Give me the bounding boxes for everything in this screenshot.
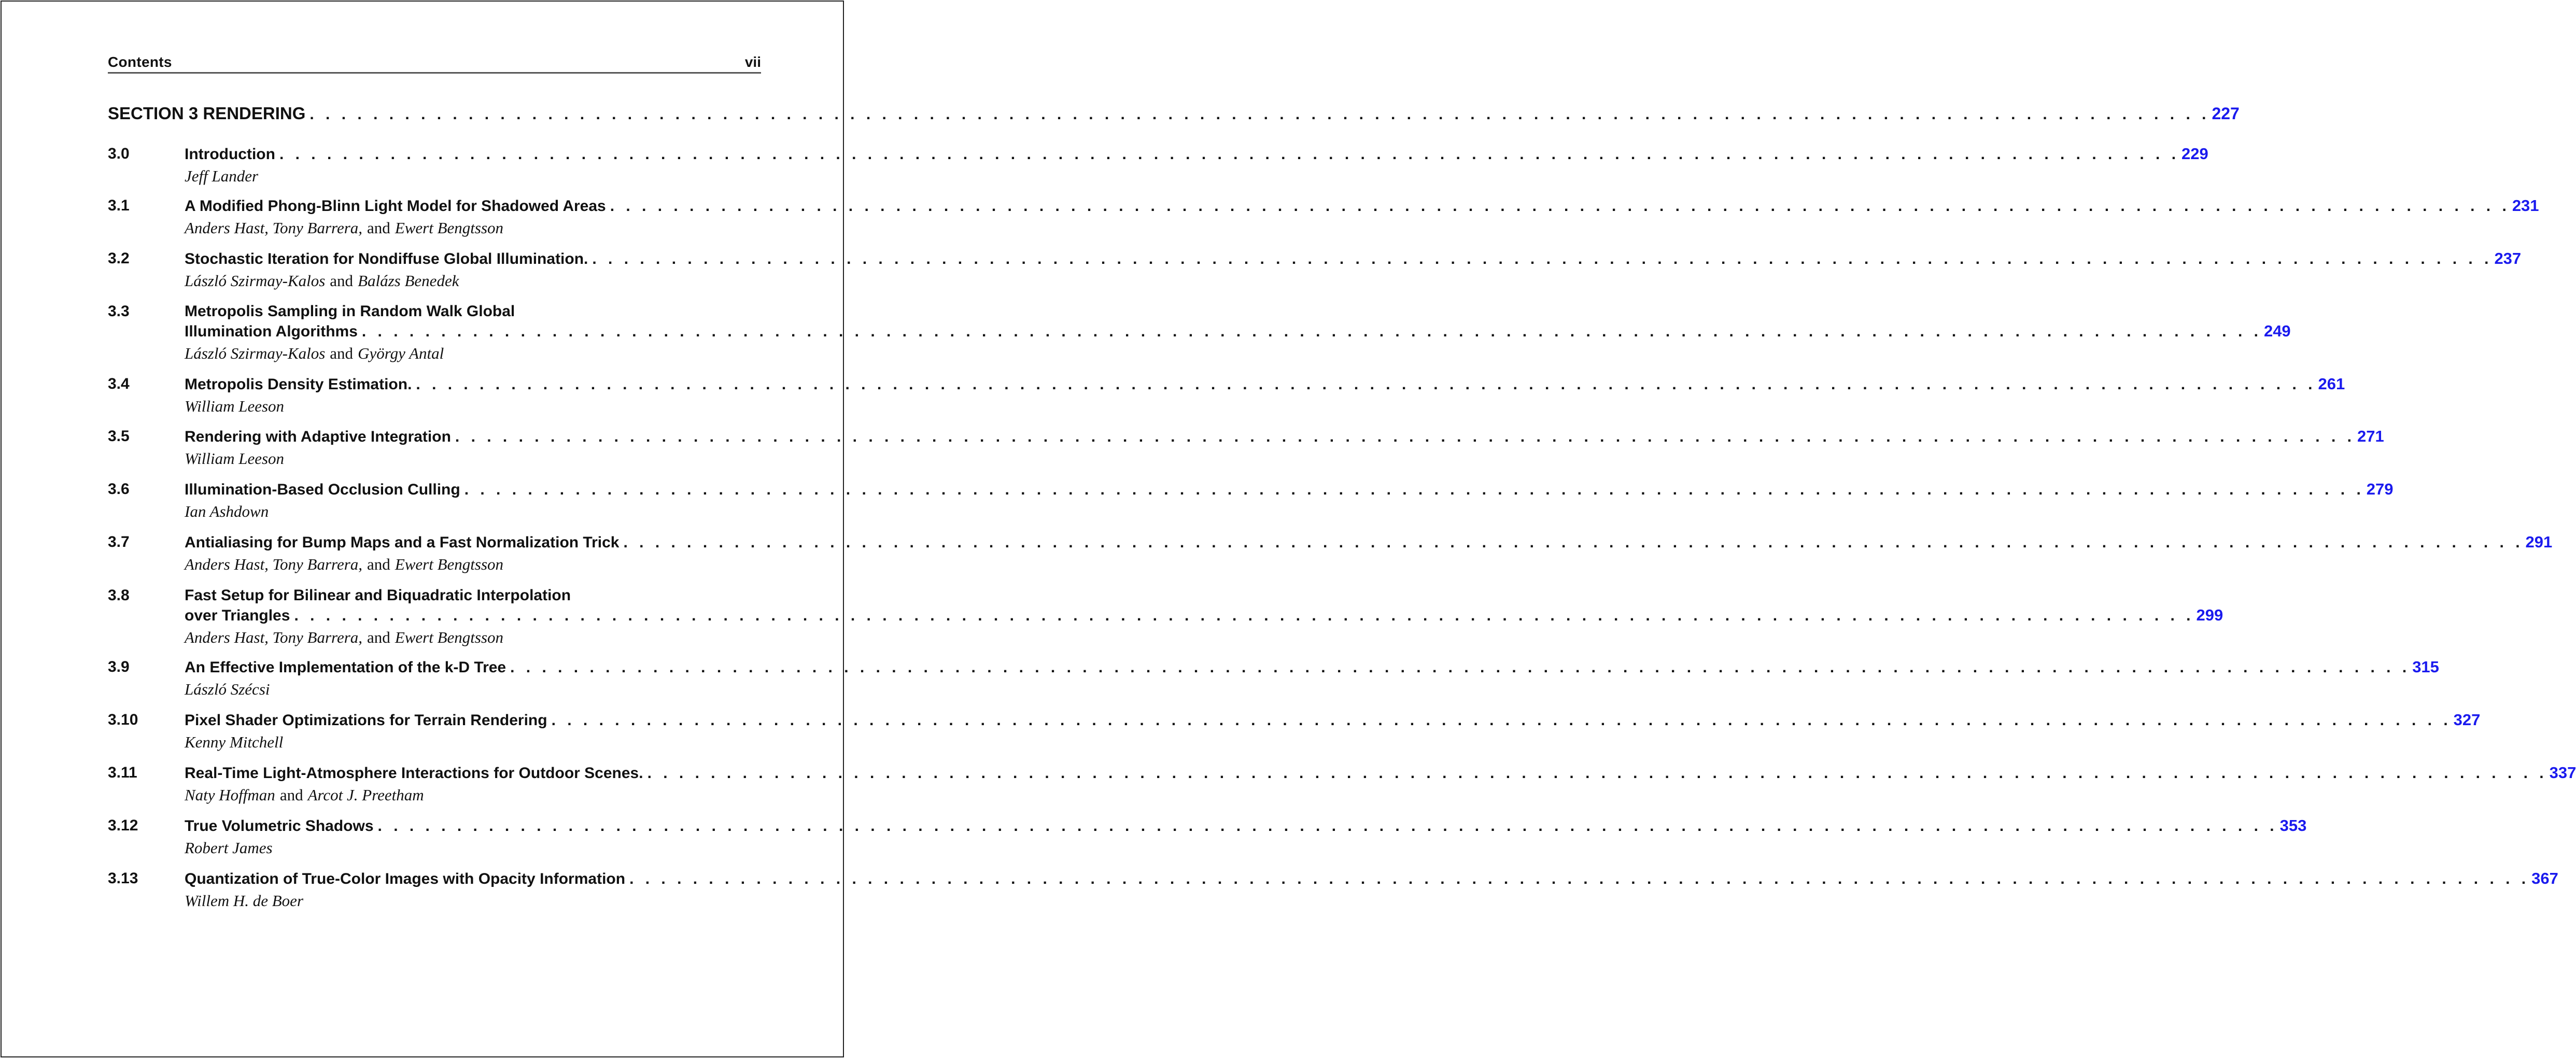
entry-title[interactable]: A Modified Phong-Blinn Light Model for Shadowed Areas (185, 197, 606, 215)
entry-authors (185, 395, 760, 418)
entry-page-link[interactable]: 229 (2181, 145, 2208, 163)
dot-leader: . . . . . . . . . . . . . . . . . . . . . . . . . . . . . . . . . . . . . . . . . . . . . . . . . . . . . . . . . . . . . . . . . . . . . . . . . . . . . . . . . . . . . . . . . . . . . . . . . . . . . . . . . . . . . . . . . . . . . . . . (416, 376, 2316, 393)
entry-body (185, 869, 2558, 912)
entry-body (185, 427, 2384, 470)
entry-title[interactable]: An Effective Implementation of the k-D Tree (185, 659, 506, 676)
entry-body (185, 763, 2576, 807)
author-name: Jeff Lander (185, 167, 259, 185)
entry-title-line (185, 586, 760, 605)
dot-leader: . . . . . . . . . . . . . . . . . . . . . . . . . . . . . . . . . . . . . . . . . . . . . . . . . . . . . . . . . . . . . . . . . . . . . . . . . . . . . . . . . . . . . . . . . . . . . . . . . . . . . . . . . . . . . . . . . . . . . . . . (610, 197, 2510, 215)
section-title: SECTION 3 RENDERING (108, 104, 306, 123)
dot-leader: . . . . . . . . . . . . . . . . . . . . . . . . . . . . . . . . . . . . . . . . . . . . . . . . . . . . . . . . . . . . . . . . . . . . . . . . . . . . . . . . . . . . . . . . . . . . . . . . . . . . . . . . . . . . . . . . . . . . . . . . (309, 106, 2210, 123)
entry-title-line (185, 479, 2394, 499)
author-name: Tony Barrera, (272, 219, 363, 237)
author-conjunction: and (367, 219, 390, 237)
section-page-link[interactable]: 227 (2212, 104, 2240, 123)
entry-title[interactable]: Rendering with Adaptive Integration (185, 428, 451, 445)
dot-leader: . . . . . . . . . . . . . . . . . . . . . . . . . . . . . . . . . . . . . . . . . . . . . . . . . . . . . . . . . . . . . . . . . . . . . . . . . . . . . . . . . . . . . . . . . . . . . . . . . . . . . . . . . . . . . . . . . . . . . . . . (455, 428, 2355, 445)
author-name: László Szirmay-Kalos (185, 344, 326, 362)
entry-page-link[interactable]: 291 (2525, 533, 2553, 551)
entry-body (185, 302, 2291, 365)
author-name: Robert James (185, 839, 273, 857)
entry-title[interactable]: Stochastic Iteration for Nondiffuse Global Illumination. (185, 250, 588, 267)
entry-title[interactable]: True Volumetric Shadows (185, 817, 374, 835)
author-name: Anders Hast, (185, 628, 269, 646)
author-name: Arcot J. Preetham (307, 786, 424, 804)
entry-authors (185, 626, 760, 649)
entry-authors (185, 270, 760, 292)
dot-leader: . . . . . . . . . . . . . . . . . . . . . . . . . . . . . . . . . . . . . . . . . . . . . . . . . . . . . . . . . . . . . . . . . . . . . . . . . . . . . . . . . . . . . . . . . . . . . . . . . . . . . . . . . . . . . . . . . . . . . . . . (623, 534, 2524, 551)
entry-authors (185, 342, 760, 365)
author-name: Tony Barrera, (272, 628, 363, 646)
entry-body (185, 657, 2439, 701)
entry-title[interactable]: Pixel Shader Optimizations for Terrain Rendering (185, 712, 547, 729)
entry-page-link[interactable]: 367 (2531, 869, 2558, 887)
entry-title[interactable]: Illumination Algorithms (185, 323, 358, 340)
author-name: Anders Hast, (185, 555, 269, 573)
entry-authors (185, 165, 760, 188)
entry-title-line (185, 816, 2307, 836)
entry-page-link[interactable]: 261 (2318, 375, 2345, 393)
entry-title-line (185, 144, 2208, 164)
entry-number: 3.13 (108, 870, 138, 887)
entry-title-line (185, 427, 2384, 446)
entry-number: 3.6 (108, 481, 130, 498)
author-conjunction: and (330, 272, 354, 290)
entry-title[interactable]: Fast Setup for Bilinear and Biquadratic Interpolation (185, 587, 571, 604)
author-name: Tony Barrera, (272, 555, 363, 573)
entry-authors (185, 889, 760, 912)
entry-body (185, 532, 2553, 576)
dot-leader: . . . . . . . . . . . . . . . . . . . . . . . . . . . . . . . . . . . . . . . . . . . . . . . . . . . . . . . . . . . . . . . . . . . . . . . . . . . . . . . . . . . . . . . . . . . . . . . . . . . . . . . . . . . . . . . . . . . . . . . . (464, 481, 2364, 498)
author-name: Ian Ashdown (185, 502, 269, 520)
author-name: Ewert Bengtsson (395, 219, 504, 237)
entry-page-link[interactable]: 237 (2494, 249, 2522, 267)
entry-title-line (185, 374, 2345, 394)
author-conjunction: and (279, 786, 303, 804)
dot-leader: . . . . . . . . . . . . . . . . . . . . . . . . . . . . . . . . . . . . . . . . . . . . . . . . . . . . . . . . . . . . . . . . . . . . . . . . . . . . . . . . . . . . . . . . . . . . . . . . . . . . . . . . . . . . . . . . . . . . . . . . (294, 607, 2194, 624)
author-name: Balázs Benedek (358, 272, 459, 290)
author-name: Kenny Mitchell (185, 733, 284, 751)
entry-title-line (185, 249, 2522, 269)
entry-title-line (185, 869, 2558, 888)
dot-leader: . . . . . . . . . . . . . . . . . . . . . . . . . . . . . . . . . . . . . . . . . . . . . . . . . . . . . . . . . . . . . . . . . . . . . . . . . . . . . . . . . . . . . . . . . . . . . . . . . . . . . . . . . . . . . . . . . . . . . . . . (551, 712, 2452, 729)
entry-body (185, 144, 2208, 188)
dot-leader: . . . . . . . . . . . . . . . . . . . . . . . . . . . . . . . . . . . . . . . . . . . . . . . . . . . . . . . . . . . . . . . . . . . . . . . . . . . . . . . . . . . . . . . . . . . . . . . . . . . . . . . . . . . . . . . . . . . . . . . . (647, 765, 2547, 782)
entry-title-line (185, 657, 2439, 677)
entry-authors (185, 731, 760, 754)
dot-leader: . . . . . . . . . . . . . . . . . . . . . . . . . . . . . . . . . . . . . . . . . . . . . . . . . . . . . . . . . . . . . . . . . . . . . . . . . . . . . . . . . . . . . . . . . . . . . . . . . . . . . . . . . . . . . . . . . . . . . . . . (510, 659, 2411, 676)
entry-page-link[interactable]: 337 (2549, 764, 2576, 782)
entry-body (185, 586, 2223, 649)
entry-body (185, 374, 2345, 418)
entry-title-line (185, 605, 2223, 625)
entry-page-link[interactable]: 231 (2512, 196, 2539, 215)
author-conjunction: and (367, 628, 390, 646)
entry-authors (185, 678, 760, 701)
dot-leader: . . . . . . . . . . . . . . . . . . . . . . . . . . . . . . . . . . . . . . . . . . . . . . . . . . . . . . . . . . . . . . . . . . . . . . . . . . . . . . . . . . . . . . . . . . . . . . . . . . . . . . . . . . . . . . . . . . . . . . . . (361, 323, 2262, 340)
entry-authors (185, 553, 760, 576)
author-name: Anders Hast, (185, 219, 269, 237)
entry-title-line (185, 763, 2576, 783)
entry-page-link[interactable]: 249 (2263, 322, 2291, 340)
entry-number: 3.1 (108, 197, 130, 214)
author-name: László Szécsi (185, 680, 270, 698)
entry-title[interactable]: Quantization of True-Color Images with Opacity Information (185, 870, 626, 887)
author-name: György Antal (358, 344, 444, 362)
entry-title[interactable]: Metropolis Sampling in Random Walk Global (185, 303, 515, 320)
entry-number: 3.0 (108, 145, 130, 162)
author-name: William Leeson (185, 397, 285, 415)
entry-title-line (185, 532, 2553, 552)
dot-leader: . . . . . . . . . . . . . . . . . . . . . . . . . . . . . . . . . . . . . . . . . . . . . . . . . . . . . . . . . . . . . . . . . . . . . . . . . . . . . . . . . . . . . . . . . . . . . . . . . . . . . . . . . . . . . . . . . . . . . . . . (377, 817, 2278, 835)
entry-page-link[interactable]: 299 (2196, 606, 2223, 624)
author-conjunction: and (330, 344, 354, 362)
entry-page-link[interactable]: 327 (2453, 711, 2481, 729)
entry-number: 3.7 (108, 533, 130, 550)
entry-authors (185, 837, 760, 859)
entry-number: 3.5 (108, 428, 130, 445)
entry-title[interactable]: Introduction (185, 146, 275, 163)
entry-number: 3.9 (108, 658, 130, 675)
author-name: Naty Hoffman (185, 786, 275, 804)
entry-number: 3.8 (108, 587, 130, 604)
entry-number: 3.4 (108, 375, 130, 392)
author-name: László Szirmay-Kalos (185, 272, 326, 290)
entry-authors (185, 447, 760, 470)
dot-leader: . . . . . . . . . . . . . . . . . . . . . . . . . . . . . . . . . . . . . . . . . . . . . . . . . . . . . . . . . . . . . . . . . . . . . . . . . . . . . . . . . . . . . . . . . . . . . . . . . . . . . . . . . . . . . . . . . . . . . . . . (629, 870, 2530, 887)
entry-title[interactable]: Metropolis Density Estimation. (185, 376, 412, 393)
entry-number: 3.3 (108, 303, 130, 320)
section-heading[interactable] (108, 104, 2240, 126)
dot-leader: . . . . . . . . . . . . . . . . . . . . . . . . . . . . . . . . . . . . . . . . . . . . . . . . . . . . . . . . . . . . . . . . . . . . . . . . . . . . . . . . . . . . . . . . . . . . . . . . . . . . . . . . . . . . . . . . . . . . . . . . (592, 250, 2493, 267)
entry-number: 3.12 (108, 817, 138, 834)
author-name: Ewert Bengtsson (395, 628, 504, 646)
entry-title[interactable]: Illumination-Based Occlusion Culling (185, 481, 460, 498)
entry-body (185, 249, 2522, 292)
entry-page-link[interactable]: 315 (2412, 658, 2439, 676)
entry-page-link[interactable]: 353 (2279, 816, 2307, 835)
entry-title[interactable]: Antialiasing for Bump Maps and a Fast Normalization Trick (185, 534, 620, 551)
author-conjunction: and (367, 555, 390, 573)
entry-number: 3.11 (108, 764, 137, 781)
page-folio: vii (744, 54, 761, 70)
entry-number: 3.10 (108, 711, 138, 728)
author-name: Willem H. de Boer (185, 892, 304, 910)
dot-leader: . . . . . . . . . . . . . . . . . . . . . . . . . . . . . . . . . . . . . . . . . . . . . . . . . . . . . . . . . . . . . . . . . . . . . . . . . . . . . . . . . . . . . . . . . . . . . . . . . . . . . . . . . . . . . . . . . . . . . . . . (279, 146, 2180, 163)
entry-title-line (185, 710, 2481, 730)
entry-body (185, 479, 2394, 523)
entry-body (185, 196, 2539, 239)
entry-number: 3.2 (108, 250, 130, 267)
running-header (108, 52, 761, 74)
entry-title[interactable]: Real-Time Light-Atmosphere Interactions for Outdoor Scenes. (185, 765, 643, 782)
running-header-label: Contents (108, 54, 172, 70)
entry-page-link[interactable]: 271 (2357, 427, 2384, 445)
entry-authors (185, 500, 760, 523)
entry-title-line (185, 302, 760, 321)
author-name: William Leeson (185, 449, 285, 468)
author-name: Ewert Bengtsson (395, 555, 504, 573)
entry-authors (185, 784, 760, 807)
entry-body (185, 816, 2307, 859)
entry-page-link[interactable]: 279 (2366, 480, 2394, 498)
entry-title-line (185, 321, 2291, 341)
entry-title-line (185, 196, 2539, 216)
entry-title[interactable]: over Triangles (185, 607, 290, 624)
entry-body (185, 710, 2481, 754)
entry-authors (185, 217, 760, 239)
